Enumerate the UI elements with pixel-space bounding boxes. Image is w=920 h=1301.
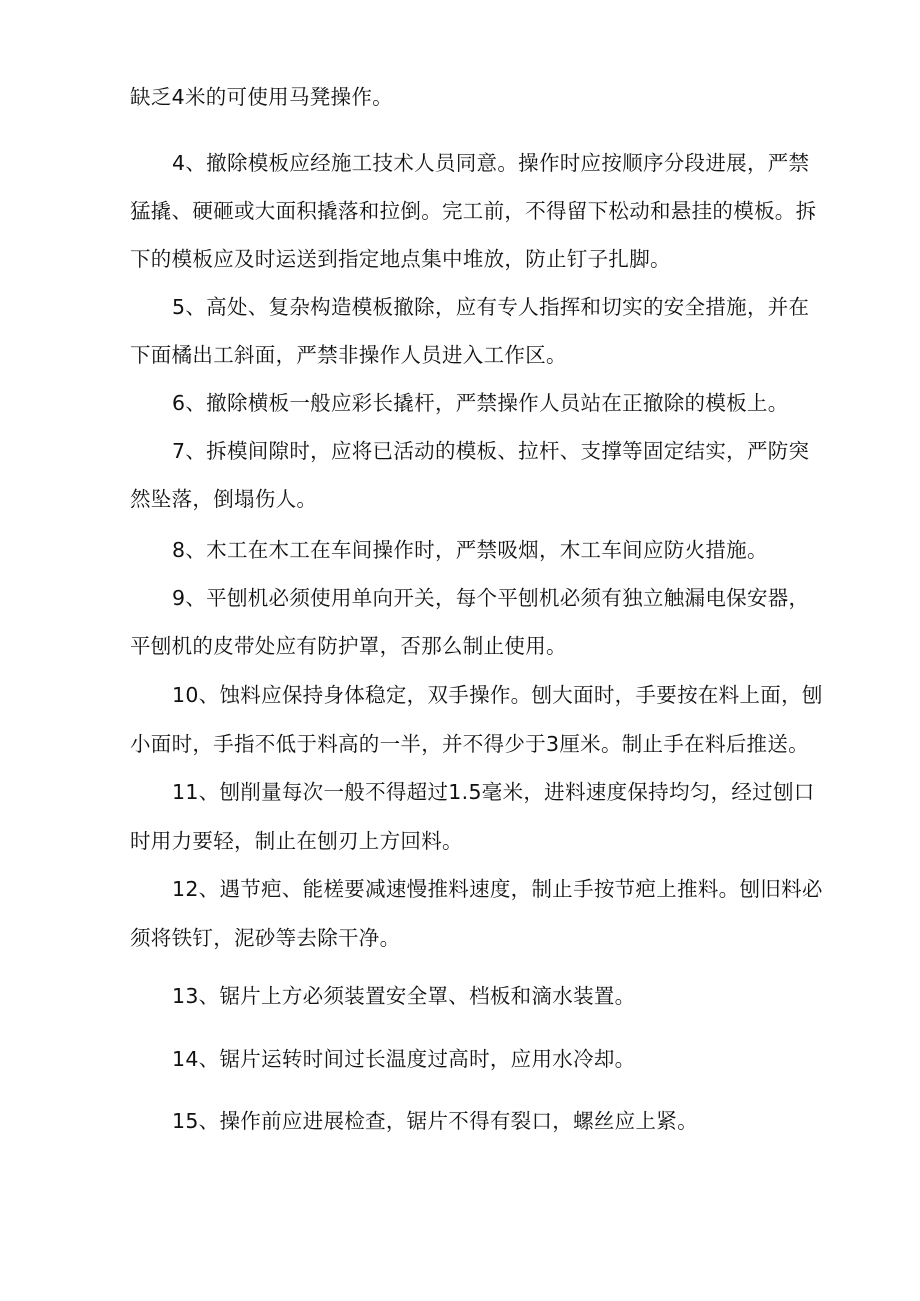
text-line: 时用力要轻，制止在刨刃上方回料。 — [130, 829, 463, 853]
text-line: 8、木工在木工在车间操作时，严禁吸烟，木工车间应防火措施。 — [172, 538, 768, 562]
text-line: 5、高处、复杂构造模板撤除，应有专人指挥和切实的安全措施，并在 — [172, 295, 810, 319]
text-line: 然坠落，倒塌伤人。 — [130, 487, 318, 511]
text-line: 平刨机的皮带处应有防护罩，否那么制止使用。 — [130, 634, 567, 658]
text-line: 10、蚀料应保持身体稳定，双手操作。刨大面时，手要按在料上面，刨 — [172, 683, 823, 707]
text-line: 缺乏4米的可使用马凳操作。 — [130, 85, 393, 109]
text-line: 9、平刨机必须使用单向开关，每个平刨机必须有独立触漏电保安器， — [172, 586, 810, 610]
text-line: 下面橘出工斜面，严禁非操作人员进入工作区。 — [130, 343, 567, 367]
text-line: 7、拆模间隙时，应将已活动的模板、拉杆、支撑等固定结实，严防突 — [172, 439, 810, 463]
text-line: 13、锯片上方必须装置安全罩、档板和滴水装置。 — [172, 984, 636, 1008]
text-line: 4、撤除模板应经施工技术人员同意。操作时应按顺序分段进展，严禁 — [172, 151, 810, 175]
text-line: 须将铁钉，泥砂等去除干净。 — [130, 926, 401, 950]
text-line: 12、遇节疤、能槎要减速慢推料速度，制止手按节疤上推料。刨旧料必 — [172, 877, 823, 901]
text-line: 小面时，手指不低于料高的一半，并不得少于3厘米。制止手在料后推送。 — [130, 732, 809, 756]
text-line: 6、撤除横板一般应彩长撬杆，严禁操作人员站在正撤除的模板上。 — [172, 391, 789, 415]
text-line: 下的模板应及时运送到指定地点集中堆放，防止钉子扎脚。 — [130, 247, 671, 271]
text-line: 猛撬、硬砸或大面积撬落和拉倒。完工前，不得留下松动和悬挂的模板。拆 — [130, 199, 817, 223]
text-line: 11、刨削量每次一般不得超过1.5毫米，进料速度保持均匀，经过刨口 — [172, 780, 815, 804]
text-line: 15、操作前应进展检查，锯片不得有裂口，螺丝应上紧。 — [172, 1109, 698, 1133]
text-line: 14、锯片运转时间过长温度过高时，应用水冷却。 — [172, 1047, 636, 1071]
